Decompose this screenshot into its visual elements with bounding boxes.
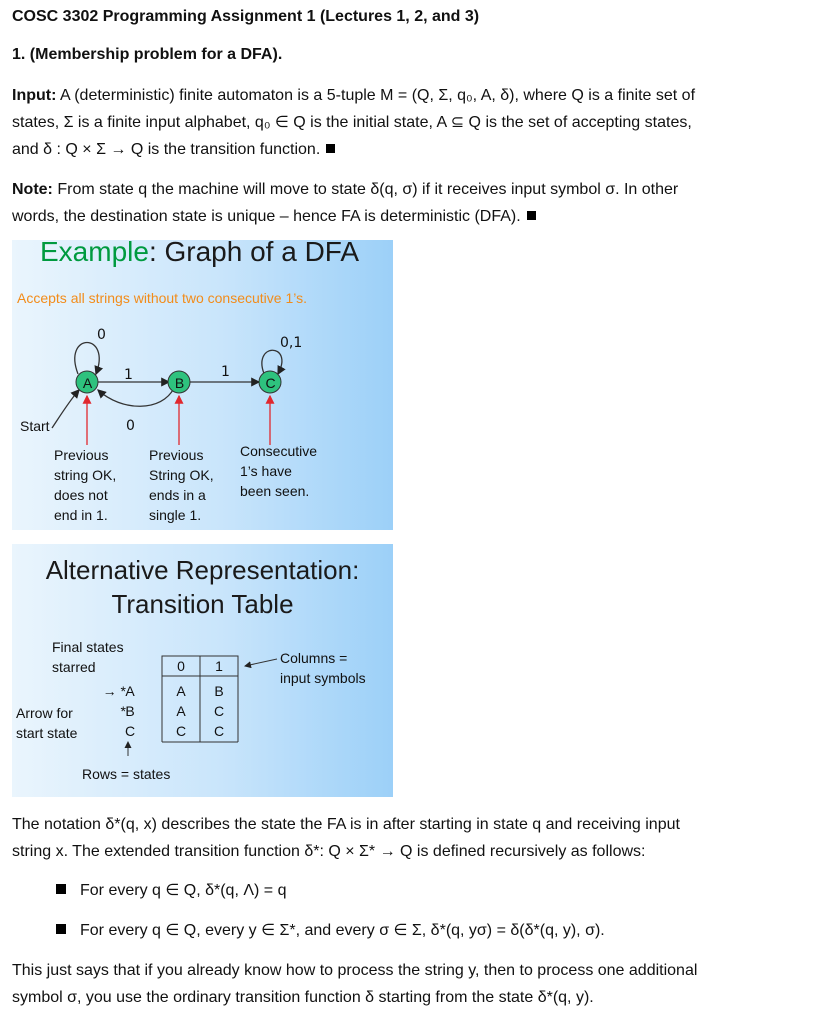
table-header-1: 1: [215, 658, 223, 674]
bullet-square-icon: [56, 884, 66, 894]
row-marker: *: [120, 703, 126, 719]
transition-table-slide: [12, 544, 393, 797]
state-b-label: B: [174, 375, 185, 391]
edge-b-to-c-label: 1: [221, 364, 230, 380]
input-line-3: and δ : Q × Σ → Q is the transition function.: [12, 141, 321, 158]
dfa-graph-slide: [12, 236, 393, 530]
closing-line-2: symbol σ, you use the ordinary transition function δ starting from the state δ*(q, y).: [12, 989, 594, 1006]
note-line-1: From state q the machine will move to state δ(q, σ) if it receives input symbol σ. In other: [57, 181, 679, 198]
bullet-base-case: For every q ∈ Q, δ*(q, Λ) = q: [56, 880, 286, 900]
notation-line-2: string x. The extended transition function δ*: Q × Σ* → Q is defined recursively as follows:: [12, 843, 646, 860]
columns-pointer-arrow: [245, 659, 277, 666]
edge-b-to-a: [98, 388, 174, 406]
edge-a-loop: [75, 343, 99, 375]
bullet-recursive-case: For every q ∈ Q, every y ∈ Σ*, and every σ ∈ Σ, δ*(q, yσ) = δ(δ*(q, y), σ).: [56, 920, 605, 940]
edge-b-to-a-label: 0: [126, 418, 135, 434]
closing-paragraph: [12, 957, 792, 1011]
note-line-2: words, the destination state is unique – hence FA is deterministic (DFA).: [12, 208, 521, 225]
state-a-description: Previous string OK, does not end in 1.: [54, 447, 117, 523]
input-paragraph: [12, 82, 792, 163]
table-cell: B: [214, 683, 224, 699]
example-title: Example: Graph of a DFA: [40, 236, 360, 267]
table-cell: C: [175, 723, 187, 739]
input-line-1: A (deterministic) finite automaton is a 5-tuple M = (Q, Σ, q₀, A, δ), where Q is a finite set of: [59, 87, 696, 104]
input-line-2: states, Σ is a finite input alphabet, q₀ ∈ Q is the initial state, A ⊆ Q is the set of accepting states,: [12, 114, 692, 131]
arrow-note: Arrow for start state: [16, 705, 78, 741]
edge-a-to-b-label: 1: [124, 367, 133, 383]
row-state: A: [125, 683, 135, 699]
end-of-definition-icon: [326, 144, 335, 153]
row-state: C: [124, 723, 136, 739]
input-label: Input:: [12, 87, 57, 104]
table-cell: C: [213, 703, 225, 719]
problem-heading: 1. (Membership problem for a DFA).: [12, 46, 283, 63]
columns-note: Columns = input symbols: [280, 650, 366, 686]
state-a-label: A: [82, 375, 93, 391]
note-label: Note:: [12, 181, 53, 198]
notation-paragraph: [12, 811, 792, 865]
example-subtitle: Accepts all strings without two consecutive 1’s.: [17, 290, 307, 306]
start-arrow: [52, 390, 79, 428]
final-states-note: Final states starred: [52, 639, 124, 675]
notation-line-1: The notation δ*(q, x) describes the state the FA is in after starting in state q and receiving input: [12, 816, 680, 833]
alt-title: Alternative Representation: Transition Table: [45, 555, 360, 619]
row-marker: → *: [102, 683, 126, 699]
end-of-note-icon: [527, 211, 536, 220]
assignment-title: COSC 3302 Programming Assignment 1 (Lectures 1, 2, and 3): [12, 8, 480, 25]
table-header-0: 0: [177, 658, 185, 674]
row-state: B: [125, 703, 135, 719]
table-cell: A: [176, 683, 186, 699]
bullet-square-icon: [56, 924, 66, 934]
transition-table-graphic: [12, 544, 393, 797]
state-c-description: Consecutive 1’s have been seen.: [240, 443, 318, 499]
note-paragraph: [12, 176, 792, 230]
state-b-description: Previous String OK, ends in a single 1.: [149, 447, 214, 523]
table-cell: A: [176, 703, 186, 719]
table-cell: C: [213, 723, 225, 739]
closing-line-1: This just says that if you already know how to process the string y, then to process one additional: [12, 962, 698, 979]
start-label: Start: [20, 418, 50, 434]
edge-a-loop-label: 0: [97, 327, 106, 343]
rows-note: Rows = states: [82, 766, 171, 782]
state-c-label: C: [265, 375, 276, 391]
edge-c-loop-label: 0,1: [280, 335, 303, 351]
